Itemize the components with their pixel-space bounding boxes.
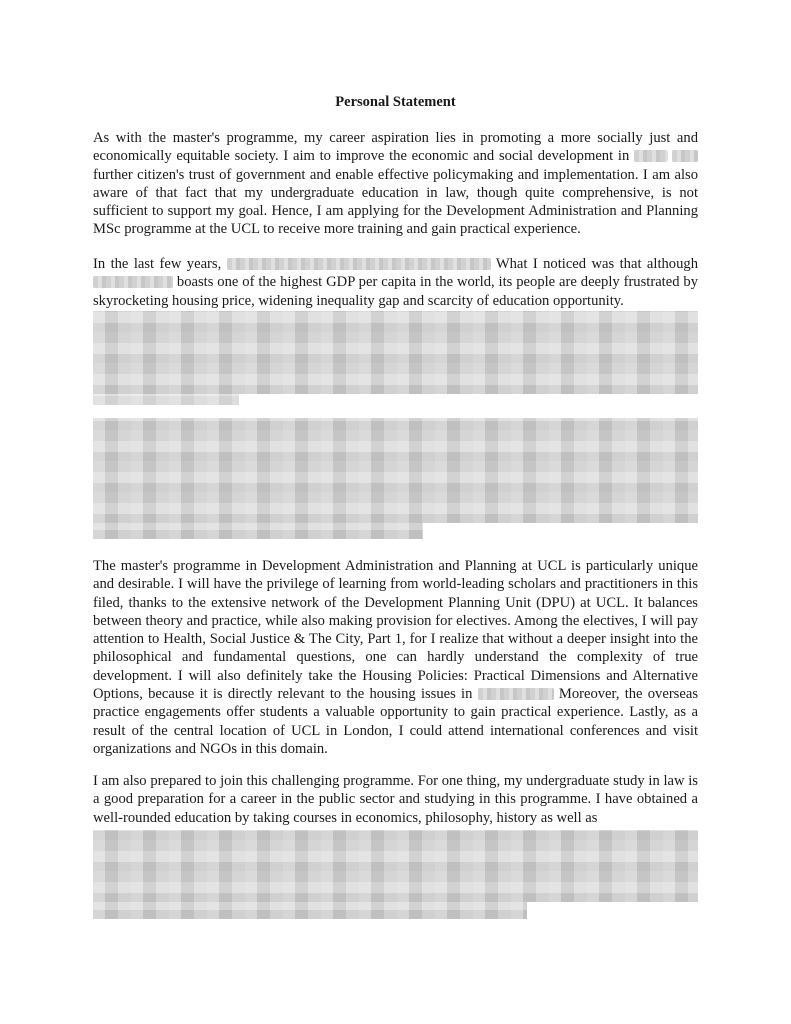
paragraph-text: boasts one of the highest GDP per capita in the world, its people are deeply frustrated by skyrocketing housing price, widening inequality gap and scarcity of education opportunity. [93, 274, 698, 309]
paragraph-programme-ucl [93, 557, 698, 758]
redacted-block [93, 394, 239, 405]
redacted-text [93, 276, 173, 288]
paragraph-text: As with the master's programme, my career aspiration lies in promoting a more socially just and economically equitable society. I aim to improve the economic and social development in [93, 130, 698, 165]
paragraph-text: Moreover, the overseas practice engagements offer students a valuable opportunity to gain practical experience. Lastly, as a result of the central location of UCL in London, I could attend international conferences and visit organizations and NGOs in this domain. [93, 686, 698, 757]
redacted-block [93, 902, 527, 919]
redacted-block [93, 523, 423, 539]
paragraph-text: I am also prepared to join this challenging programme. For one thing, my undergraduate study in law is a good preparation for a career in the public sector and studying in this programme. I have obtained a well-rounded education by taking courses in economics, philosophy, history as well as [93, 773, 698, 826]
redacted-text [478, 688, 554, 700]
redacted-text [634, 150, 668, 162]
document-title: Personal Statement [335, 94, 456, 110]
redacted-text [672, 150, 698, 162]
redacted-block [93, 418, 698, 523]
paragraph-text: further citizen's trust of government and enable effective policymaking and implementation. I am also aware of that fact that my undergraduate education in law, though quite comprehensive, is not sufficient to support my goal. Hence, I am applying for the Development Administration and Planning MSc programme at the UCL to receive more training and gain practical experience. [93, 166, 698, 238]
paragraph-recent-years [93, 255, 698, 310]
redacted-block [93, 830, 698, 902]
redacted-text [227, 258, 491, 270]
paragraph-text: What I noticed was that although [490, 256, 698, 272]
redacted-block [93, 311, 698, 394]
paragraph-text: In the last few years, [93, 256, 227, 272]
paragraph-career-aspiration [93, 129, 698, 239]
paragraph-preparation [93, 772, 698, 827]
paragraph-text: The master's programme in Development Administration and Planning at UCL is particularly unique and desirable. I will have the privilege of learning from world-leading scholars and practitioners in this filed, thanks to the extensive network of the Development Planning Unit (DPU) at UCL. It balances between theory and practice, while also making provision for electives. Among the electives, I will pay attention to Health, Social Justice & The City, Part 1, for I realize that without a deeper insight into the philosophical and fundamental questions, one can hardly understand the complexity of true development. I will also definitely take the Housing Policies: Practical Dimensions and Alternative Options, because it is directly relevant to the housing issues in [93, 558, 698, 703]
